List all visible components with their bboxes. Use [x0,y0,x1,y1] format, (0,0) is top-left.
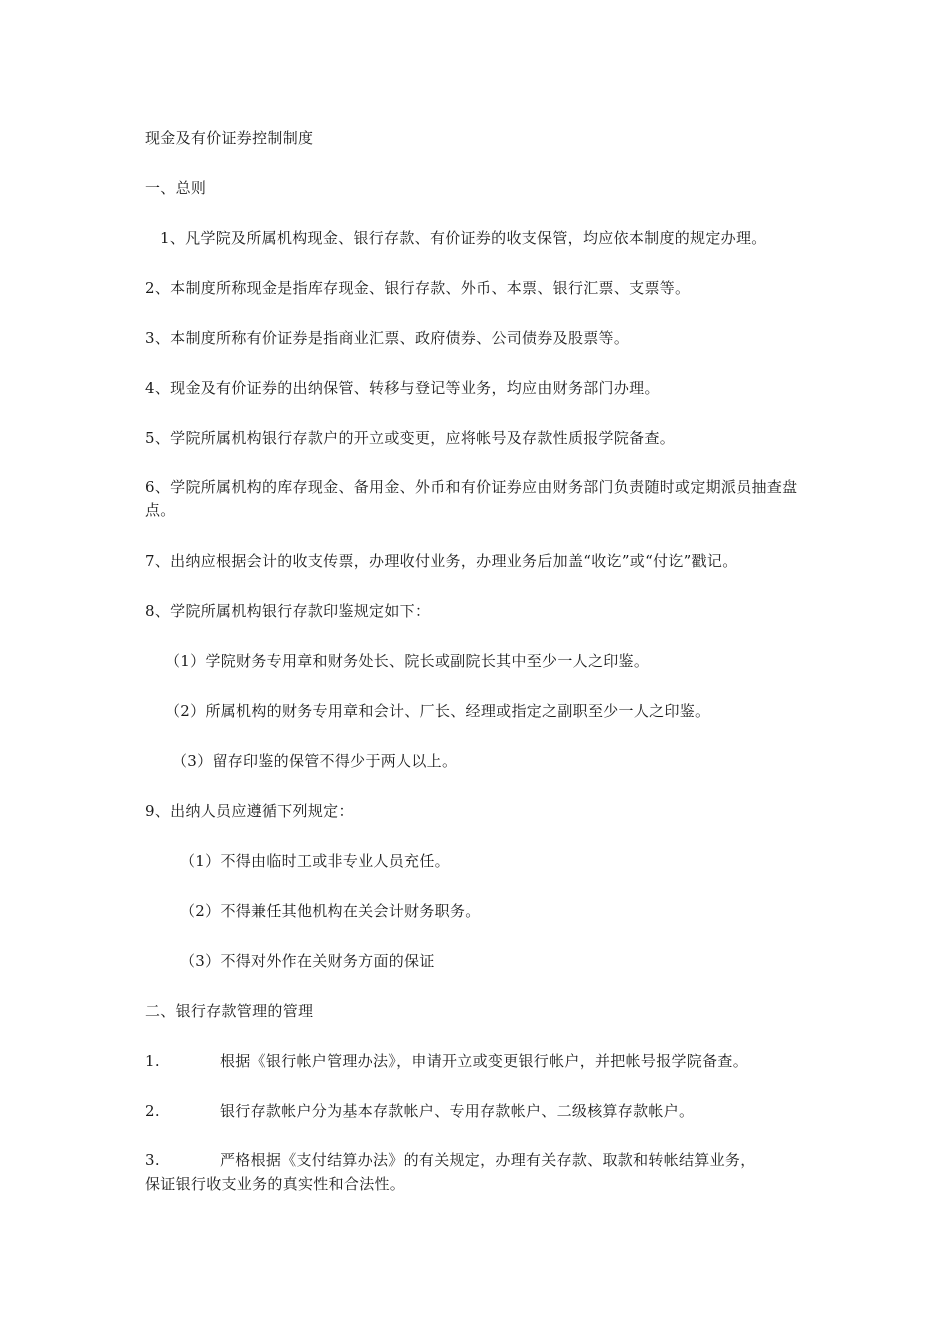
numbered-item-2 [145,1100,694,1122]
item-number: 1. [145,1052,160,1070]
item-number: 2. [145,1102,160,1120]
item-text: 严格根据《支付结算办法》的有关规定，办理有关存款、取款和转帐结算业务， [220,1151,756,1169]
paragraph-item-4: 4、现金及有价证券的出纳保管、转移与登记等业务，均应由财务部门办理。 [145,379,660,397]
subitem-8-2: （2）所属机构的财务专用章和会计、厂长、经理或指定之副职至少一人之印鉴。 [165,702,711,720]
subitem-8-1: （1）学院财务专用章和财务处长、院长或副院长其中至少一人之印鉴。 [165,652,650,670]
numbered-item-1 [145,1050,748,1072]
paragraph-item-9: 9、出纳人员应遵循下列规定： [145,802,354,820]
numbered-item-3-continuation: 保证银行收支业务的真实性和合法性。 [145,1175,406,1193]
paragraph-item-5: 5、学院所属机构银行存款户的开立或变更，应将帐号及存款性质报学院备查。 [145,429,676,447]
paragraph-item-8: 8、学院所属机构银行存款印鉴规定如下： [145,602,431,620]
item-text: 银行存款帐户分为基本存款帐户、专用存款帐户、二级核算存款帐户。 [220,1102,695,1120]
paragraph-item-3: 3、本制度所称有价证券是指商业汇票、政府债券、公司债券及股票等。 [145,329,630,347]
subitem-8-3: （3）留存印鉴的保管不得少于两人以上。 [172,752,458,770]
subitem-9-2: （2）不得兼任其他机构在关会计财务职务。 [180,902,481,920]
numbered-item-3 [145,1149,756,1171]
subitem-9-1: （1）不得由临时工或非专业人员充任。 [180,852,450,870]
subitem-9-3: （3）不得对外作在关财务方面的保证 [180,952,435,970]
section-heading-general: 一、总则 [145,179,207,197]
paragraph-item-2: 2、本制度所称现金是指库存现金、银行存款、外币、本票、银行汇票、支票等。 [145,279,691,297]
paragraph-item-7: 7、出纳应根据会计的收支传票，办理收付业务，办理业务后加盖“收讫”或“付讫”戳记。 [145,552,738,570]
item-number: 3. [145,1151,160,1169]
document-title: 现金及有价证券控制制度 [145,129,314,147]
section-heading-bank-deposit: 二、银行存款管理的管理 [145,1002,314,1020]
item-text: 根据《银行帐户管理办法》，申请开立或变更银行帐户，并把帐号报学院备查。 [220,1052,749,1070]
paragraph-item-6: 6、学院所属机构的库存现金、备用金、外币和有价证券应由财务部门负责随时或定期派员抽查盘点。 [145,478,798,519]
paragraph-item-1: 1、凡学院及所属机构现金、银行存款、有价证券的收支保管，均应依本制度的规定办理。 [160,229,767,247]
